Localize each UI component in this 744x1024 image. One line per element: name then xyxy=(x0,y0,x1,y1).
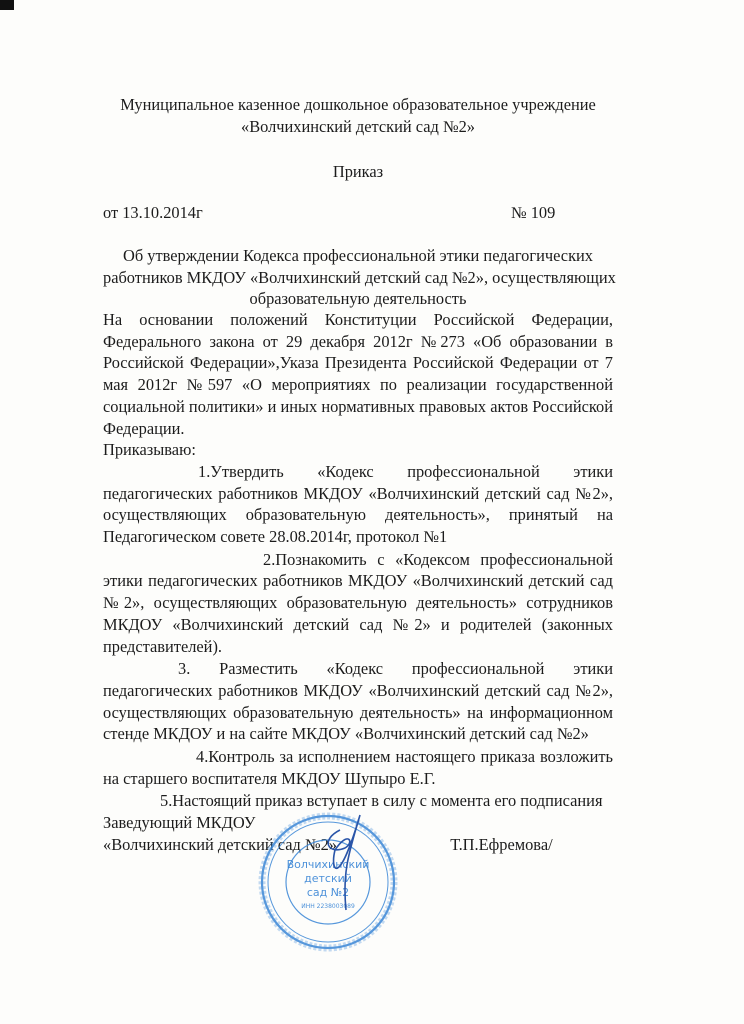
order-word: Приказываю: xyxy=(103,440,196,460)
signatory-name: Т.П.Ефремова/ xyxy=(450,834,553,854)
document-type: Приказ xyxy=(332,162,384,181)
stamp-text-2: детский xyxy=(304,872,352,885)
stamp-inn: ИНН 2238003089 xyxy=(301,903,355,910)
order-item-3: 3. Разместить «Кодекс профессиональной этики педагогических работников МКДОУ «Волчихинский детский сад №2», осуществляющих образовательную деятельность» на информационном стенде МКДОУ и на сайте МКДОУ «Волчихинский детский сад №2» xyxy=(103,659,613,744)
org-name-line2: «Волчихинский детский сад №2» xyxy=(241,117,475,136)
scan-corner-mark xyxy=(0,0,14,10)
order-number: № 109 xyxy=(511,203,556,222)
order-title-line3: образовательную деятельность xyxy=(249,289,467,308)
order-title-line2: работников МКДОУ «Волчихинский детский сад №2», осуществляющих xyxy=(103,268,616,287)
order-date: от 13.10.2014г xyxy=(103,203,203,222)
stamp-text-1: Волчихинский xyxy=(286,858,370,871)
order-item-2: 2.Познакомить с «Кодексом профессиональной этики педагогических работников МКДОУ «Волчихинский детский сад №2», осуществляющих образовательную деятельность» сотрудников МКДОУ «Волчихинский детский сад №2» и родителей (законных представителей). xyxy=(103,549,613,656)
official-stamp-icon xyxy=(250,800,410,960)
order-body xyxy=(103,309,613,856)
org-name-line1: Муниципальное казенное дошкольное образовательное учреждение xyxy=(120,95,596,114)
order-item-1: 1.Утвердить «Кодекс профессиональной этики педагогических работников МКДОУ «Волчихинский детский сад №2», осуществляющих образовательную деятельность», принятый на Педагогическом совете 28.08.2014г, протокол №1 xyxy=(103,461,613,547)
order-item-4: 4.Контроль за исполнением настоящего приказа возложить на старшего воспитателя МКДОУ Шупыро Е.Г. xyxy=(103,747,613,788)
signatory-position-2: «Волчихинский детский сад №2» xyxy=(103,834,337,854)
stamp-text-3: сад №2 xyxy=(306,886,350,899)
signatory-position-1: Заведующий МКДОУ xyxy=(103,813,256,833)
order-title-line1: Об утверждении Кодекса профессиональной этики педагогических xyxy=(123,246,593,265)
order-item-5: 5.Настоящий приказ вступает в силу с момента его подписания xyxy=(160,791,603,811)
preamble: На основании положений Конституции Российской Федерации, Федерального закона от 29 декабря 2012г №273 «Об образовании в Российской Федерации»,Указа Президента Российской Федерации от 7 мая 2012г №597 «О мероприятиях по реализации государственной социальной политики» и иных нормативных правовых актов Российской Федерации. xyxy=(103,310,613,438)
